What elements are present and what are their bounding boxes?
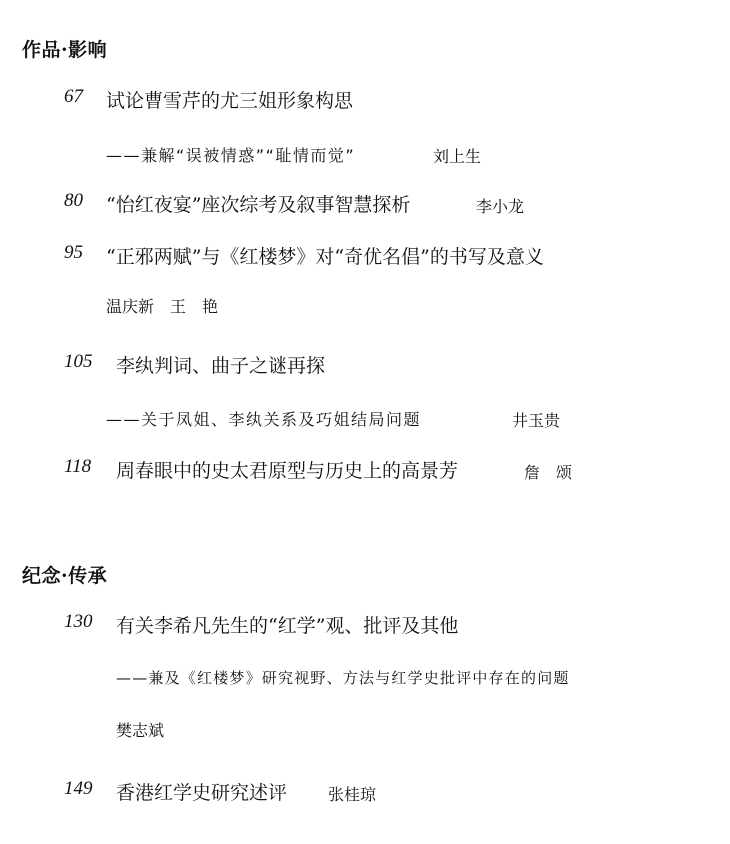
article-title[interactable]: 周春眼中的史太君原型与历史上的高景芳	[116, 460, 459, 482]
article-title[interactable]: “正邪两赋”与《红楼梦》对“奇优名倡”的书写及意义	[106, 246, 544, 268]
article-subtitle: ——关于凤姐、李纨关系及巧姐结局问题	[106, 410, 422, 429]
article-title[interactable]: 试论曹雪芹的尤三姐形象构思	[106, 90, 354, 112]
section-title: 纪念·传承	[22, 565, 108, 587]
article-title[interactable]: 有关李希凡先生的“红学”观、批评及其他	[116, 615, 459, 637]
section-title: 作品·影响	[22, 39, 108, 61]
article-subtitle: ——兼解“误被情惑”“耻情而觉”	[106, 146, 356, 165]
article-author: 李小龙	[476, 197, 525, 216]
article-author: 刘上生	[433, 147, 482, 166]
article-author: 樊志斌	[116, 721, 165, 740]
page-number: 67	[64, 86, 83, 107]
article-author: 温庆新 王 艳	[106, 297, 219, 316]
article-author: 张桂琼	[328, 785, 377, 804]
article-title[interactable]: 香港红学史研究述评	[116, 782, 288, 804]
article-subtitle: ——兼及《红楼梦》研究视野、方法与红学史批评中存在的问题	[116, 669, 570, 687]
article-author: 井玉贵	[512, 411, 561, 430]
article-title[interactable]: “怡红夜宴”座次综考及叙事智慧探析	[106, 194, 411, 216]
page-number: 95	[64, 242, 83, 263]
page-number: 80	[64, 190, 83, 211]
article-title[interactable]: 李纨判词、曲子之谜再探	[116, 355, 326, 377]
page-number: 130	[64, 611, 93, 632]
page-number: 105	[64, 351, 93, 372]
article-author: 詹 颂	[524, 463, 573, 482]
page-number: 149	[64, 778, 93, 799]
page-number: 118	[64, 456, 92, 477]
